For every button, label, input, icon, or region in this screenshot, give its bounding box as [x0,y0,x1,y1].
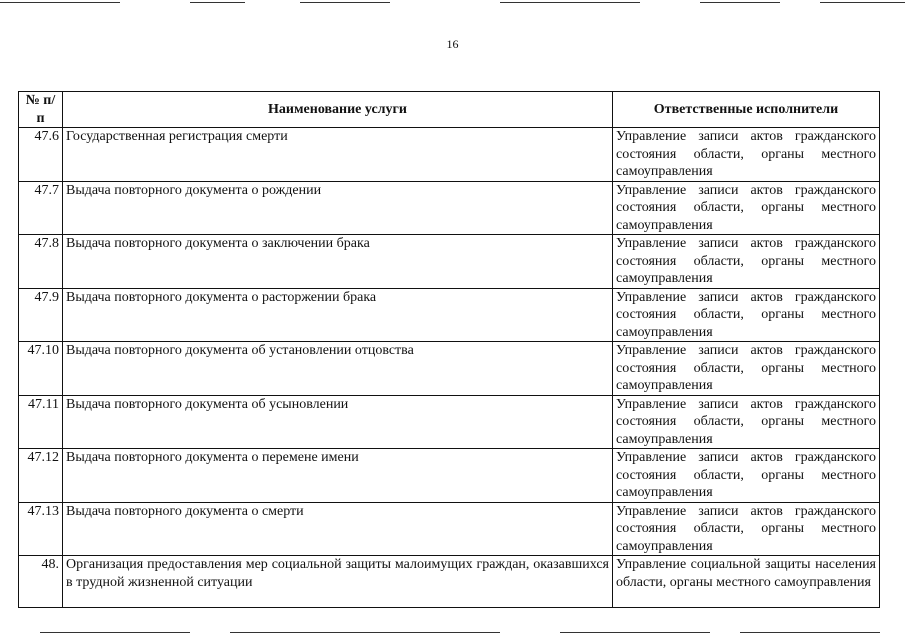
row-number: 47.6 [19,128,63,182]
row-executors: Управление записи актов гражданского состояния области, органы местного самоуправления [613,449,880,503]
row-number: 47.13 [19,502,63,556]
row-executors: Управление социальной защиты населения области, органы местного самоуправления [613,556,880,608]
row-executors: Управление записи актов гражданского состояния области, органы местного самоуправления [613,235,880,289]
table-row [19,128,880,182]
row-number: 47.7 [19,181,63,235]
row-service-name: Выдача повторного документа о заключении брака [63,235,613,289]
scan-artifact-top-left [0,2,120,3]
row-service-name: Выдача повторного документа об усыновлении [63,395,613,449]
table-row [19,235,880,289]
table-row [19,181,880,235]
scan-artifact-bottom-mid [230,632,500,633]
row-service-name: Выдача повторного документа об установлении отцовства [63,342,613,396]
row-number: 48. [19,556,63,608]
page-number: 16 [446,37,459,51]
table-row [19,449,880,503]
table-header-row [19,92,880,128]
row-service-name: Выдача повторного документа о рождении [63,181,613,235]
row-service-name: Организация предоставления мер социальной защиты малоимущих граждан, оказавшихся в трудной жизненной ситуации [63,556,613,608]
table-row [19,556,880,608]
header-service-name: Наименование услуги [63,92,613,128]
row-number: 47.12 [19,449,63,503]
scan-artifact-top-right3 [820,2,905,3]
header-number: № п/п [19,92,63,128]
row-executors: Управление записи актов гражданского состояния области, органы местного самоуправления [613,128,880,182]
scan-artifact-top-mid2 [300,2,390,3]
scan-artifact-bottom-right [560,632,710,633]
header-executors: Ответственные исполнители [613,92,880,128]
table-row [19,502,880,556]
row-number: 47.11 [19,395,63,449]
row-service-name: Выдача повторного документа о перемене имени [63,449,613,503]
scan-artifact-top-right [500,2,640,3]
services-table [18,91,880,608]
row-service-name: Выдача повторного документа о расторжении брака [63,288,613,342]
row-service-name: Выдача повторного документа о смерти [63,502,613,556]
row-number: 47.9 [19,288,63,342]
table-row [19,342,880,396]
row-service-name: Государственная регистрация смерти [63,128,613,182]
scan-artifact-bottom-left [40,632,190,633]
table-row [19,288,880,342]
scan-artifact-top-right2 [700,2,780,3]
row-executors: Управление записи актов гражданского состояния области, органы местного самоуправления [613,502,880,556]
scan-artifact-top-mid [190,2,245,3]
row-number: 47.8 [19,235,63,289]
scan-artifact-bottom-right2 [740,632,880,633]
row-executors: Управление записи актов гражданского состояния области, органы местного самоуправления [613,395,880,449]
row-executors: Управление записи актов гражданского состояния области, органы местного самоуправления [613,181,880,235]
row-number: 47.10 [19,342,63,396]
row-executors: Управление записи актов гражданского состояния области, органы местного самоуправления [613,288,880,342]
table-row [19,395,880,449]
row-executors: Управление записи актов гражданского состояния области, органы местного самоуправления [613,342,880,396]
